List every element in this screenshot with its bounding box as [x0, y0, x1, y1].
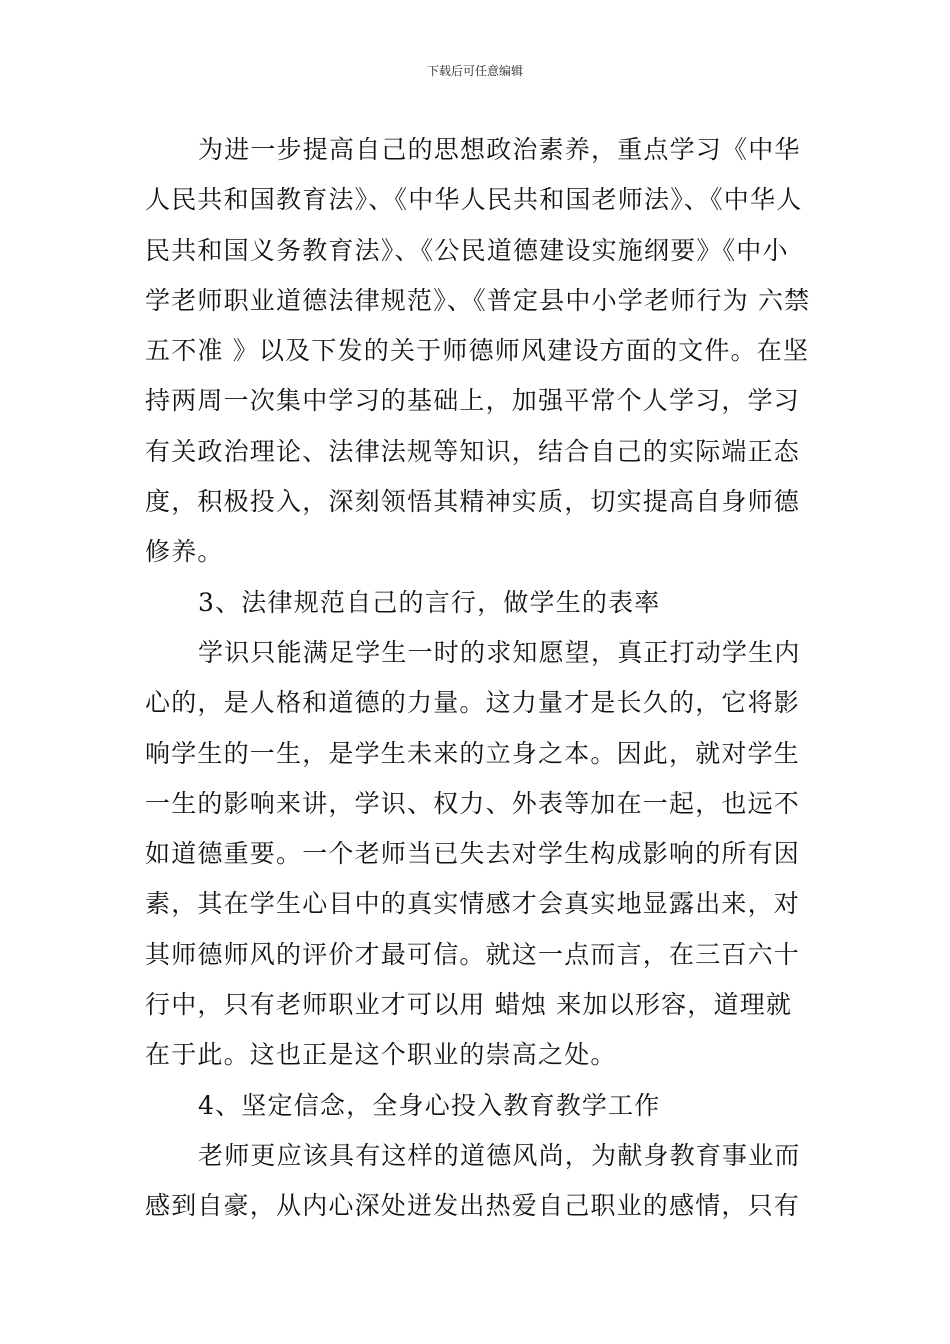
paragraph-morality: 学识只能满足学生一时的求知愿望，真正打动学生内心的，是人格和道德的力量。这力量才是长久的，它将影响学生的一生，是学生未来的立身之本。因此，就对学生一生的影响来讲，学识、权力、外表等加在一起，也远不如道德重要。一个老师当已失去对学生构成影响的所有因素，其在学生心目中的真实情感才会真实地显露出来，对其师德师风的评价才最可信。就这一点而言，在三百六十行中，只有老师职业才可以用 蜡烛 来加以形容，道理就在于此。这也正是这个职业的崇高之处。 — [145, 637, 801, 1070]
paragraph-study: 为进一步提高自己的思想政治素养，重点学习《中华人民共和国教育法》、《中华人民共和国老师法》、《中华人民共和国义务教育法》、《公民道德建设实施纲要》《中小学老师职业道德法律规范》、《普定县中小学老师行为 六禁五不准 》以及下发的关于师德师风建设方面的文件。在坚持两周一次集中学习的基础上，加强平常个人学习，学习有关政治理论、法律法规等知识，结合自己的实际端正态度，积极投入，深刻领悟其精神实质，切实提高自身师德修养。 — [145, 135, 811, 567]
paragraph-devotion: 老师更应该具有这样的道德风尚，为献身教育事业而感到自豪，从内心深处迸发出热爱自己职业的感情，只有 — [145, 1140, 801, 1221]
heading-section-3: 3、法律规范自己的言行，做学生的表率 — [198, 587, 661, 617]
heading-section-4: 4、坚定信念，全身心投入教育教学工作 — [198, 1090, 661, 1120]
page-header: 下载后可任意编辑 — [426, 64, 523, 78]
document-body — [145, 125, 813, 1232]
